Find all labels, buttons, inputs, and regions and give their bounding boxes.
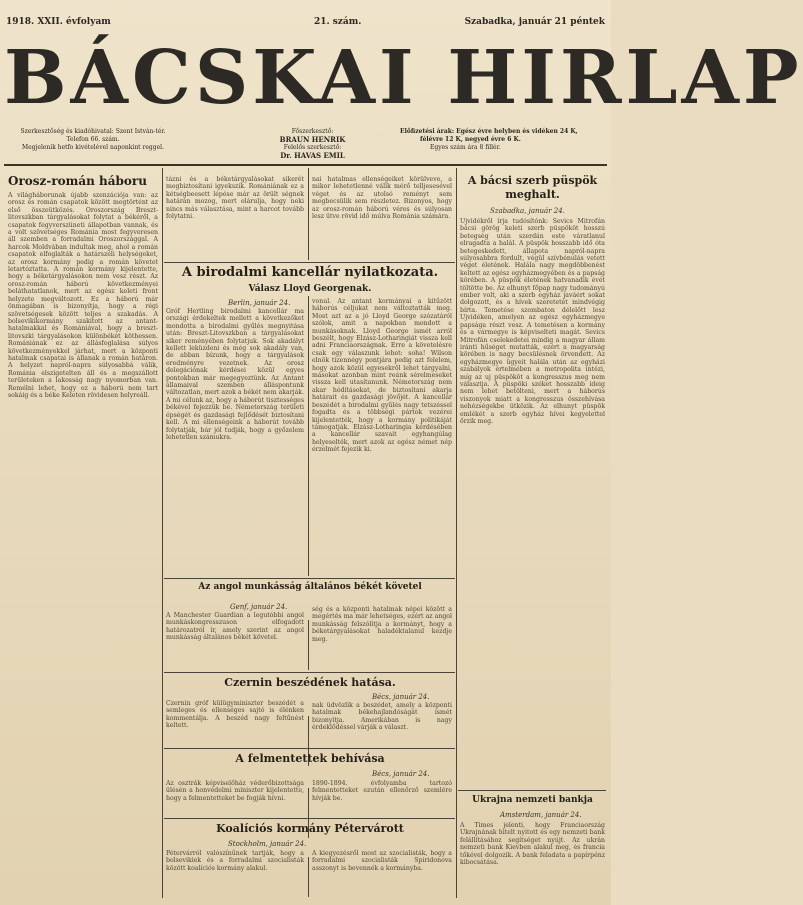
article-body: vonul. Az antant kormányai a kitűzött háborús céljukat nem változtatták meg. Most azt az a jó Lloyd George szózatáról szólok, amit a napokban mondott a munkásoknak. Lloyd George ismét arról beszélt, hogy Elzász-Lotharingiát vissza kell adni Franciaországnak. Erre a követelésre csak egy válaszunk lehet: soha! Wilson elnök tizennégy pontjára pedig azt felelem, hogy azok közül egyesekről lehet tárgyalni, másokat azonban mint reánk sérelmeseket vissza kell utasítanunk. Németország nem akar hódításokat, de biztosítani akarja határait és gazdasági jövőjét. A kancellár beszédét a birodalmi gyűlés nagy tetszéssel fogadta és a többségi pártok vezérei kijelentették, hogy a kormány politikáját támogatják. Elzász-Lotharingia kérdésében a kancellár szavait egyhangúlag helyeselték, mert azok az egész német nép érzelmét fejezik ki.: [312, 298, 452, 454]
article-body: tázni és a béketárgyalásokat sikerét megbiztosítani igyekszik. Romániának ez a kétségbeesett lépése már az örült ségnek határán mozog, mert elárulja, hogy neki nincs más választása, mint a harcot tovább folytatni.: [166, 176, 304, 221]
dateline: Szabadka, január 21 péntek: [464, 17, 605, 27]
article-body: nai hatalmas ellenségeiket körülveve, a mikor lehetetlenné válik mérő telljesesével véget és az utolsó reményt sem megbecsülik sem részletez. Bizonyos, hogy az orosz-román háború véres és súlyosan lesz ütve rövid idő múlva Románia számára.: [312, 176, 452, 221]
article-body: A Manchester Guardian a legutóbbi angol munkáskongresszuson elfogadott határozatról ír, amely szerint az angol munkásság általános békét követel.: [166, 612, 304, 642]
article-body: A kiegyezésről most az szocialisták, hogy a forradalmi szocialisták Spiridonova asszonyt is bevennék a kormányba.: [312, 850, 452, 872]
article-body: nak üdvözlik a beszédet, amely a központi hatalmak békehajlandóságát ismét bizonyítja. Amerikában is nagy érdeklődéssel várják a választ.: [312, 702, 452, 732]
article-headline: Orosz-román háboru: [8, 174, 147, 188]
article-dateline: Stockholm, január 24.: [228, 840, 307, 848]
article-dateline: Genf, január 24.: [230, 603, 288, 611]
column-divider: [308, 857, 309, 897]
article-body: A világháborunak újabb szenzációja van: az orosz és román csapatok között megtörtént az első összeütközés. Oroszország Breszt-litovszkban tárgyalásokat folytat a békéről, a csapatok fegyverszüneti állapotban vannak, és a volt szövetséges Románia most fegyveresen áll szemben a forradalmi Oroszországgal. A harcok Moldvában indultak meg, ahol a román csapatok elfoglalták a határszéli helységeket, az orosz kormány pedig a román követet letartóztatta. A román kormány kijelentette, hogy a béketárgyalásokon nem vesz részt. Az orosz-román háború következményei beláthatatlanok, mert az egész keleti front helyzete megváltozott. Ez a háború már önmagában is bizonyítja, hogy a régi szövetségesek között teljes a szakadás. A bolsevikikormány szakított az antant-hatalmakkal és Romániával, hogy a breszt-litovszki tárgyalásokon különbékét köthessen. Romániának ez az állásfoglalása súlyos következményekkel járhat, mert a központi hatalmak csapatai is állanak a román határon. A helyzet napról-napra súlyosabbá válik, Románia elszigetelten áll és a megszállott területeken a lakosság nagy nyomorban van. Remélni lehet, hogy ez a háború nem tart sokáig és a béke Keleten rövidesen helyreáll.: [8, 192, 158, 399]
article-dateline: Amsterdam, január 24.: [500, 811, 582, 819]
article-body: Ujvidékről írja tudósítónk: Sevics Mitrofán bácsi görög keleti szerb püspököt hosszú betegség után szerdán este váratlanul elragadta a halál. A püspök hosszabb idő óta betegeskedett, állapota napról-napra súlyosabbra fordult, végül szívbénulás vetett véget életének. Halála nagy megdöbbenést keltett az egész egyházmegyében és a papság körében. A püspök életének hatvanadik évét töltötte be. Az elhunyt főpap nagy tudományú ember volt, aki a szerb egyház javáért sokat dolgozott, és a hívek szeretetét mindvégig bírta. Temetése szombaton délelőtt lesz Ujvidéken, amelyen az egész egyházmegye papsága részt vesz. A temetésen a kormány és a vármegye is képviselteti magát. Sevics Mitrofán cselekedetei mindig a magyar állam iránti hűséget mutatták, ezért a magyarság körében is nagy becsülésnek örvendett. Az egyházmegye ügyeit halála után az egyházi szabályok értelmében a metropolita intézi, míg az uj püspököt a kongresszus meg nem választja. A püspöki széket hosszabb ideig nem lehet betölteni, mert a háborús viszonyok miatt a kongresszus összehívása nehézségekbe ütközik. Az elhunyt püspök emlékét a szerb egyház hívei kegyelettel őrzik meg.: [460, 218, 605, 425]
article-dateline: Bécs, január 24.: [372, 693, 430, 701]
column-divider: [456, 168, 457, 898]
section-rule: [458, 790, 606, 791]
article-body: 1890-1894. évfolyamba tartozó felmentetteket ezután ellenőrző szemlére hívják be.: [312, 780, 452, 802]
article-headline: A felmentettek behívása: [235, 752, 385, 765]
article-headline: A birodalmi kancellár nyilatkozata.: [181, 265, 439, 280]
section-rule: [164, 578, 455, 579]
article-dateline: Szabadka, január 24.: [490, 207, 565, 215]
section-rule: [164, 818, 455, 819]
article-body: ség és a központi hatalmak népei között a megértés ma már lehetséges, ezért az angol munkásság felszólítja a kormányt, hogy a béketárgyalásokat haladéktalanul kezdje meg.: [312, 606, 452, 643]
article-body: Czernin gróf külügyminiszter beszédét a semleges és ellenséges sajtó is élénken kommentálja. A beszéd nagy feltűnést keltett.: [166, 700, 304, 730]
section-rule: [164, 748, 455, 749]
article-dateline: Bécs, január 24.: [372, 770, 430, 778]
volume: 1918. XXII. évfolyam: [6, 17, 111, 27]
header-rule: [4, 164, 607, 166]
subscription-info: Előfizetési árak: Egész évre helyben és vidéken 24 K, félévre 12 K, negyed évre 6 K. Egyes szám ára 8 fillér.: [400, 128, 578, 151]
article-headline: Koalíciós kormány Pétervárott: [216, 822, 404, 835]
article-body: Pétervárról valószínűnek tartják, hogy a bolsevikiek és a forradalmi szocialisták között koalíciós kormány alakul.: [166, 850, 304, 872]
section-rule: [164, 262, 455, 263]
column-divider: [162, 168, 163, 898]
article-headline: Az angol munkásság általános békét követel: [198, 582, 422, 592]
issue-number: 21. szám.: [313, 17, 362, 27]
article-headline: Ukrajna nemzeti bankja: [472, 795, 593, 805]
section-rule: [164, 672, 455, 673]
column-divider: [308, 620, 309, 670]
masthead-title: BÁCSKAI HIRLAP: [4, 35, 803, 121]
column-divider: [308, 168, 309, 260]
article-headline: Czernin beszédének hatása.: [224, 676, 396, 689]
article-body: A Times jelenti, hogy Franciaország Ukrajnának hitelt nyitott és egy nemzeti bank felállításához segítséget nyújt. Az ukrán nemzeti bank Kievben alakul meg, és francia tőkével dolgozik. A bank feladata a papírpénz kibocsátása.: [460, 822, 605, 867]
column-divider: [308, 296, 309, 576]
top-line: [6, 17, 605, 27]
article-body: Az osztrák képviselőház véderőbizottsága ülésén a honvédelmi miniszter kijelentette, hogy a felmentetteket be fogják hívni.: [166, 780, 304, 802]
article-dateline: Berlin, január 24.: [228, 299, 291, 307]
article-headline: A bácsi szerb püspök meghalt.: [467, 174, 598, 201]
article-subheadline: Válasz Lloyd Georgenak.: [248, 284, 372, 294]
article-body: Gróf Hertling birodalmi kancellár ma országi érdekeltek mellett a következőket mondotta a birodalmi gyűlés megnyitása után: Breszt-Litovszkban a tárgyalásokat siker reményében folytatjuk. Sok akadályt kellett leküzdeni és még sok akadály van, de abban bízunk, hogy a tárgyalások eredményre vezetnek. Az orosz delegációnak kérdései közül egyes pontokban már megegyeztünk. Az Antant államaival szemben álláspontunk változatlan, mert azok a békét nem akarják. A mi célunk az, hogy a háborút tisztességes békével fejezzük be. Németország területi épségét és gazdasági fejlődését biztosítani kell. A mi ellenségeink a háborút tovább folytatják, bár jól tudják, hogy a győzelem lehetetlen számukra.: [166, 308, 304, 441]
office-info: Szerkesztőség és kiadóhivatal: Szent István-tér. Telefon 66. szám. Megjelenik hetfo kivételével naponkint reggel.: [20, 128, 166, 151]
editors-info: Főszerkesztő: BRAUN HENRIK Felelős szerkesztő: Dr. HAVAS EMIL: [279, 128, 346, 160]
